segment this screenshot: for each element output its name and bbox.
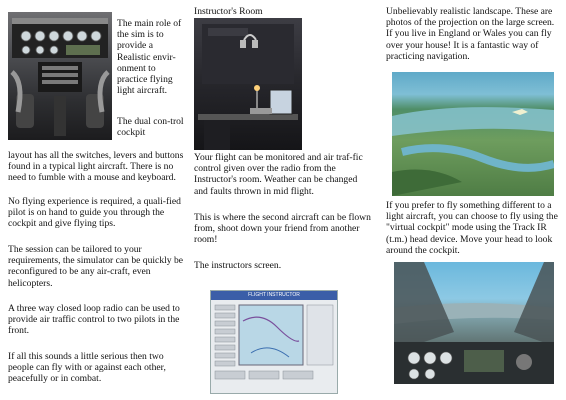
instructor-screen-screenshot — [210, 290, 338, 394]
instructor-screen-caption: The instructors screen. — [194, 260, 282, 271]
intro-text: The main role of the sim is to provide a Realistic envir-onment to practice flying light aircraft. — [117, 18, 182, 97]
instructor-room-photo — [194, 18, 302, 150]
cockpit-photo — [8, 12, 112, 140]
landscape-photo — [392, 72, 554, 196]
second-aircraft-text: This is where the second aircraft can be flown from, shoot down your friend from another room! — [194, 212, 371, 246]
combat-text: If all this sounds a little serious then two people can fly with or against each other, peacefully or in combat. — [8, 351, 166, 385]
landscape-text: Unbelievably realistic landscape. These are photos of the projection on the large screen. If you live in England or Wales you can fly over your house! It is a fantastic way of practicing navigation. — [386, 6, 555, 62]
pilot-text: No flying experience is required, a quali-fied pilot is on hand to guide you through the cockpit and give flying tips. — [8, 196, 181, 230]
virtual-cockpit-photo — [394, 262, 554, 384]
helicopter-text: If you prefer to fly something different to a light aircraft, you can choose to fly using the "virtual cockpit" mode using the Track IR (t.m.) head device. Move your head to look around the cockpit. — [386, 200, 558, 256]
radio-text: A three way closed loop radio can be used to provide air traffic control to two pilots in the front. — [8, 303, 180, 337]
instructor-screen-title: FLIGHT INSTRUCTOR — [211, 291, 337, 300]
session-text: The session can be tailored to your requirements, the simulator can be quickly be reconfigured to be any air-craft, even helicopters. — [8, 244, 184, 289]
layout-text: layout has all the switches, levers and buttons found in a typical light aircraft. There is no need to fumble with a mouse and keyboard. — [8, 150, 184, 184]
monitor-text: Your flight can be monitored and air traf-fic control given over the radio from the Instructor's room. Weather can be changed and faults thrown in mid flight. — [194, 152, 363, 197]
instructor-room-heading: Instructor's Room — [194, 6, 263, 17]
dual-control-text: The dual con-trol cockpit — [117, 116, 184, 139]
